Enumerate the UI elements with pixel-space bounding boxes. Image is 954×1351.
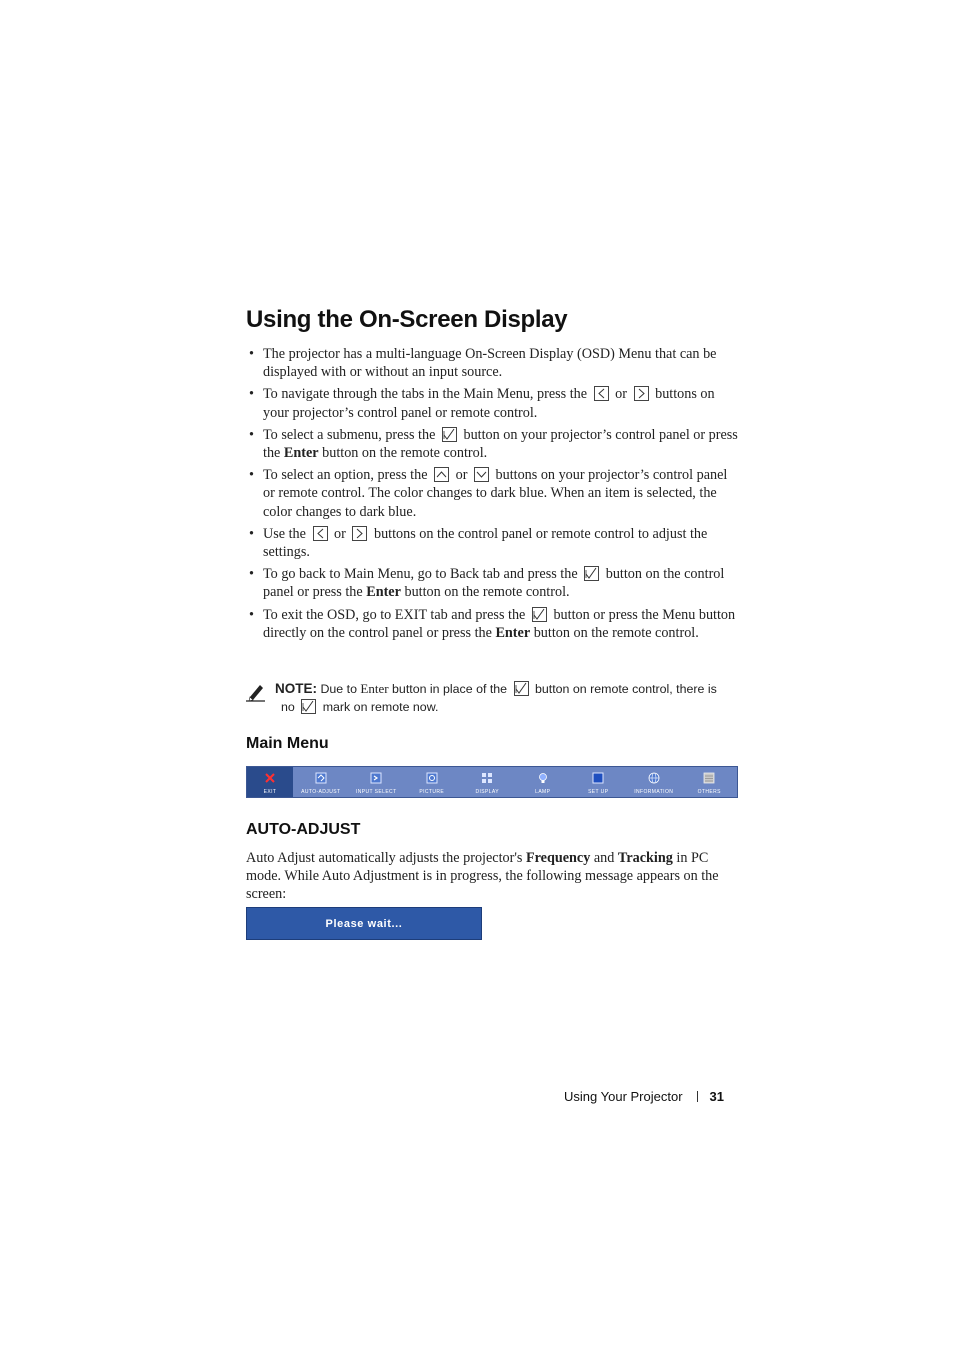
- bullet-text: or: [455, 467, 468, 484]
- tab-others[interactable]: [682, 767, 738, 797]
- bullet-text: button on the remote control.: [322, 445, 488, 462]
- tab-auto-adjust[interactable]: [293, 767, 349, 797]
- bullet-text: button on your projector’s control panel or press the: [263, 426, 738, 462]
- bullet-text: buttons on your projector’s control panel or remote control.: [263, 386, 715, 421]
- globe-icon: [648, 772, 660, 784]
- frequency-term: Frequency: [525, 850, 591, 866]
- up-arrow-button-icon: [434, 467, 449, 482]
- note-text: mark on remote now.: [322, 700, 439, 714]
- note-label: NOTE:: [275, 681, 317, 696]
- paragraph-text: and: [593, 850, 615, 866]
- page-title: Using the On-Screen Display: [246, 306, 568, 333]
- list-item: [248, 466, 738, 521]
- bullet-text: To go back to Main Menu, go to Back tab and press the: [263, 566, 578, 583]
- bullet-text: button on the remote control.: [404, 584, 570, 601]
- tab-exit[interactable]: [247, 767, 293, 797]
- tab-information[interactable]: [626, 767, 682, 797]
- tab-input-select[interactable]: [349, 767, 405, 797]
- tab-label: LAMP: [535, 789, 551, 795]
- enter-button-icon: [584, 566, 599, 581]
- page-footer: [540, 1089, 724, 1104]
- note-text: button on remote control, there is: [534, 682, 717, 696]
- auto-adjust-paragraph: [246, 849, 738, 903]
- set-up-icon: [592, 772, 604, 784]
- please-wait-message: [246, 907, 482, 940]
- note-pencil-icon: [246, 682, 266, 702]
- message-text: Please wait...: [325, 917, 403, 930]
- enter-label: Enter: [366, 584, 401, 601]
- picture-icon: [426, 772, 438, 784]
- list-item: [248, 385, 738, 421]
- lamp-icon: [537, 772, 549, 784]
- tab-lamp[interactable]: [515, 767, 571, 797]
- bullet-text: To exit the OSD, go to EXIT tab and press the: [263, 606, 526, 623]
- note-box: [246, 680, 740, 716]
- bullet-text: The projector has a multi-language On-Screen Display (OSD) Menu that can be displayed with or without an input source.: [263, 346, 717, 381]
- right-arrow-button-icon: [352, 526, 367, 541]
- tab-label: EXIT: [263, 789, 277, 795]
- input-select-icon: [370, 772, 382, 784]
- footer-divider: [697, 1091, 698, 1102]
- osd-main-menu-bar: [246, 766, 738, 798]
- list-item: [248, 606, 738, 642]
- tab-set-up[interactable]: [571, 767, 627, 797]
- bullet-text: Use the: [263, 525, 306, 542]
- bullet-text: button on the remote control.: [533, 624, 699, 641]
- enter-label: Enter: [360, 681, 389, 696]
- list-item: [248, 426, 738, 462]
- enter-label: Enter: [495, 624, 531, 641]
- note-text: Due to: [320, 682, 357, 696]
- left-arrow-button-icon: [313, 526, 328, 541]
- bullet-text: button or press the Menu button directly on the control panel or press the: [263, 606, 736, 641]
- tab-label: AUTO-ADJUST: [301, 789, 341, 795]
- tab-label: INPUT SELECT: [355, 789, 397, 795]
- tab-label: OTHERS: [697, 789, 721, 795]
- bullet-text: or: [615, 386, 627, 403]
- footer-section-title: Using Your Projector: [564, 1089, 683, 1104]
- tab-label: SET UP: [588, 789, 609, 795]
- paragraph-text: Auto Adjust automatically adjusts the projector's: [246, 850, 523, 866]
- enter-button-icon: [532, 607, 547, 622]
- auto-adjust-icon: [315, 772, 327, 784]
- tab-label: DISPLAY: [475, 789, 500, 795]
- list-item: [248, 525, 738, 561]
- enter-button-icon: [514, 681, 529, 696]
- page-number: 31: [709, 1089, 724, 1104]
- bullet-text: buttons on the control panel or remote control to adjust the settings.: [263, 525, 708, 561]
- tab-picture[interactable]: [404, 767, 460, 797]
- list-item: [248, 565, 738, 601]
- list-item: [248, 345, 738, 381]
- down-arrow-button-icon: [474, 467, 489, 482]
- left-arrow-button-icon: [594, 386, 609, 401]
- paragraph-text: in PC mode. While Auto Adjustment is in progress, the following message appears on the screen:: [246, 850, 719, 902]
- right-arrow-button-icon: [634, 386, 649, 401]
- tab-label: INFORMATION: [634, 789, 674, 795]
- auto-adjust-heading: AUTO-ADJUST: [246, 821, 361, 838]
- note-text: no: [281, 700, 295, 714]
- enter-label: Enter: [283, 445, 319, 462]
- others-icon: [703, 772, 715, 784]
- tab-label: PICTURE: [419, 789, 445, 795]
- bullet-text: To select an option, press the: [263, 467, 428, 484]
- tab-display[interactable]: [460, 767, 516, 797]
- display-icon: [481, 772, 493, 784]
- note-text: button in place of the: [392, 682, 508, 696]
- main-menu-heading: Main Menu: [246, 735, 329, 752]
- bullet-text: To select a submenu, press the: [263, 426, 436, 443]
- bullet-text: To navigate through the tabs in the Main Menu, press the: [263, 386, 588, 403]
- close-icon: [264, 772, 276, 784]
- tracking-term: Tracking: [617, 850, 673, 866]
- enter-button-icon: [442, 427, 457, 442]
- bullet-text: or: [334, 525, 346, 542]
- bullet-text: button on the control panel or press the: [263, 566, 725, 601]
- bullet-text: buttons on your projector’s control panel or remote control. The color changes to dark blue. When an item is selected, the color changes to dark blue.: [263, 467, 728, 520]
- instruction-list: [248, 345, 738, 646]
- enter-button-icon: [301, 699, 316, 714]
